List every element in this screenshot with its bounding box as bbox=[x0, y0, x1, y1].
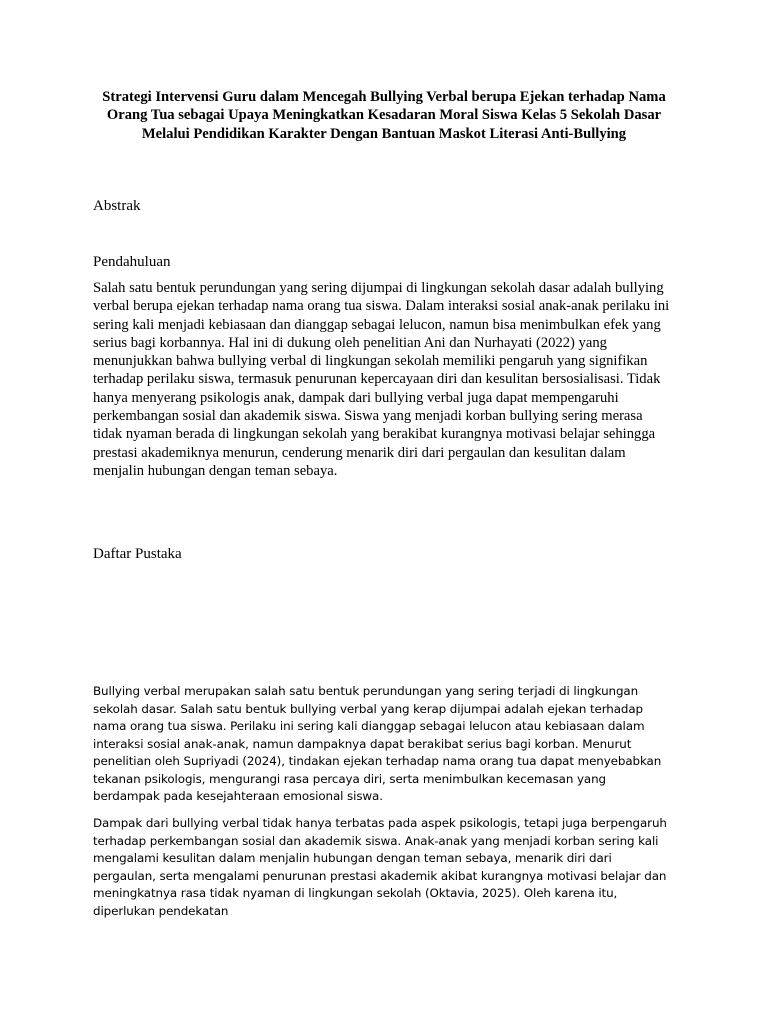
introduction-paragraph: Salah satu bentuk perundungan yang sering dijumpai di lingkungan sekolah dasar adalah bullying verbal berupa ejekan terhadap nama orang tua siswa. Dalam interaksi sosial anak-anak perilaku ini sering kali menjadi kebiasaan dan dianggap sebagai lelucon, namun bisa menimbulkan efek yang serius bagi korbannya. Hal ini di dukung oleh penelitian Ani dan Nurhayati (2022) yang menunjukkan bahwa bullying verbal di lingkungan sekolah memiliki pengaruh yang signifikan terhadap perilaku siswa, termasuk penurunan kepercayaan diri dan kesulitan bersosialisasi. Tidak hanya menyerang psikologis anak, dampak dari bullying verbal juga dapat mempengaruhi perkembangan sosial dan akademik siswa. Siswa yang menjadi korban bullying sering merasa tidak nyaman berada di lingkungan sekolah yang berakibat kurangnya motivasi belajar sehingga prestasi akademiknya menurun, cenderung menarik diri dari pergaulan dan kesulitan dalam menjalin hubungan dengan teman sebaya. bbox=[93, 280, 670, 479]
introduction-heading: Pendahuluan bbox=[93, 254, 171, 270]
document-title: Strategi Intervensi Guru dalam Mencegah Bullying Verbal berupa Ejekan terhadap Nama Orang Tua sebagai Upaya Meningkatkan Kesadaran Moral Siswa Kelas 5 Sekolah Dasar Melalui Pendidikan Karakter Dengan Bantuan Maskot Literasi Anti-Bullying bbox=[102, 89, 666, 142]
notes-paragraph-1: Bullying verbal merupakan salah satu bentuk perundungan yang sering terjadi di lingkungan sekolah dasar. Salah satu bentuk bullying verbal yang kerap dijumpai adalah ejekan terhadap nama orang tua siswa. Perilaku ini sering kali dianggap sebagai lelucon atau kebiasaan dalam interaksi sosial anak-anak, namun dampaknya dapat berakibat serius bagi korban. Menurut penelitian oleh Supriyadi (2024), tindakan ejekan terhadap nama orang tua dapat menyebabkan tekanan psikologis, mengurangi rasa percaya diri, serta menimbulkan kecemasan yang berdampak pada kesejahteraan emosional siswa. bbox=[93, 684, 662, 803]
references-heading: Daftar Pustaka bbox=[93, 546, 182, 562]
notes-paragraph-2: Dampak dari bullying verbal tidak hanya terbatas pada aspek psikologis, tetapi juga berpengaruh terhadap perkembangan sosial dan akademik siswa. Anak-anak yang menjadi korban sering kali mengalami kesulitan dalam menjalin hubungan dengan teman sebaya, menarik diri dari pergaulan, serta mengalami penurunan prestasi akademik akibat kurangnya motivasi belajar dan meningkatnya rasa tidak nyaman di lingkungan sekolah (Oktavia, 2025). Oleh karena itu, diperlukan pendekatan bbox=[93, 816, 667, 918]
abstract-heading: Abstrak bbox=[93, 198, 141, 214]
